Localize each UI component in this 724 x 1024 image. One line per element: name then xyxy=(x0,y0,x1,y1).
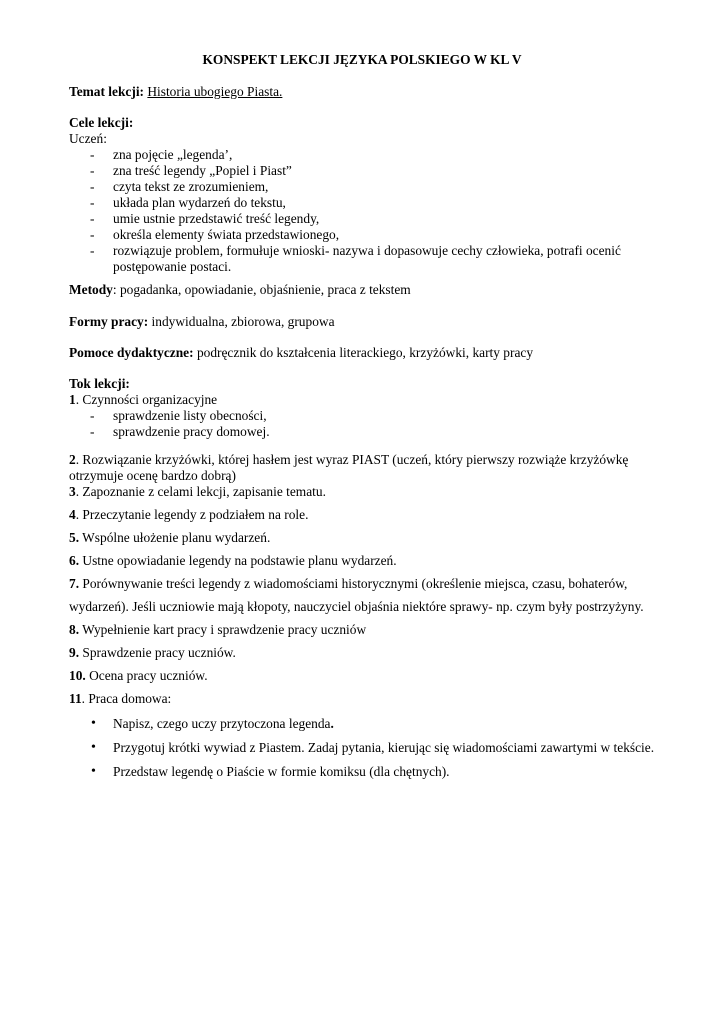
homework-period: . xyxy=(330,716,334,731)
topic-line xyxy=(69,84,664,100)
step-5 xyxy=(69,530,664,546)
goals-label: Cele lekcji: xyxy=(69,115,134,130)
step-text: . Rozwiązanie krzyżówki, której hasłem jest wyraz PIAST (uczeń, który pierwszy rozwiąże krzyżówkę otrzymuje ocenę bardzo dobrą) xyxy=(69,452,629,483)
homework-item: • Przedstaw legendę o Piaście w formie komiksu (dla chętnych). xyxy=(113,764,664,780)
course-section xyxy=(69,376,664,440)
topic-label: Temat lekcji: xyxy=(69,84,144,99)
step-8 xyxy=(69,622,664,638)
homework-item: • Przygotuj krótki wywiad z Piastem. Zadaj pytania, kierując się wiadomościami zawartymi w tekście. xyxy=(113,740,664,756)
step-text: Wspólne ułożenie planu wydarzeń. xyxy=(79,530,271,545)
forms-value: indywidualna, zbiorowa, grupowa xyxy=(148,314,335,329)
document-title: KONSPEKT LEKCJI JĘZYKA POLSKIEGO W KL V xyxy=(202,52,522,67)
course-label: Tok lekcji: xyxy=(69,376,130,391)
forms-line xyxy=(69,314,664,330)
step-2 xyxy=(69,452,664,484)
step-text: Wypełnienie kart pracy i sprawdzenie pracy uczniów xyxy=(79,622,367,637)
step-7 xyxy=(69,576,664,592)
step-number: 6. xyxy=(69,553,80,568)
step-number: 9. xyxy=(69,645,80,660)
step-number: 11 xyxy=(69,691,82,706)
step-text: Porównywanie treści legendy z wiadomościami historycznymi (określenie miejsca, czasu, bohaterów, xyxy=(79,576,628,591)
step-number: 4 xyxy=(69,507,76,522)
step-number: 3 xyxy=(69,484,76,499)
goals-intro: Uczeń: xyxy=(69,131,107,146)
step-4 xyxy=(69,507,664,523)
step-number: 8. xyxy=(69,622,80,637)
goals-list xyxy=(69,147,664,275)
step-1-subitem: - sprawdzenie pracy domowej. xyxy=(69,424,664,440)
goal-item: - zna pojęcie „legenda’, xyxy=(69,147,664,163)
step-9 xyxy=(69,645,664,661)
step-6 xyxy=(69,553,664,569)
step-number: 7. xyxy=(69,576,80,591)
goal-item: - zna treść legendy „Popiel i Piast” xyxy=(69,163,664,179)
step-text: . Przeczytanie legendy z podziałem na role. xyxy=(75,507,309,522)
step-3 xyxy=(69,484,664,500)
methods-label: Metody xyxy=(69,282,113,297)
goals-section xyxy=(69,115,664,275)
homework-item xyxy=(113,716,664,732)
methods-line xyxy=(69,282,664,298)
goal-item: - umie ustnie przedstawić treść legendy, xyxy=(69,211,664,227)
step-number: 10. xyxy=(69,668,86,683)
step-1-subitem: - sprawdzenie listy obecności, xyxy=(69,408,664,424)
goal-item: - określa elementy świata przedstawionego, xyxy=(69,227,664,243)
step-number: 5. xyxy=(69,530,80,545)
topic-value: Historia ubogiego Piasta. xyxy=(147,84,283,99)
step-text: Ocena pracy uczniów. xyxy=(85,668,208,683)
methods-value: : pogadanka, opowiadanie, objaśnienie, praca z tekstem xyxy=(112,282,411,297)
goal-item: - rozwiązuje problem, formułuje wnioski- nazywa i dopasowuje cechy człowieka, potrafi ocenić postępowanie postaci. xyxy=(69,243,664,275)
step-text: . Zapoznanie z celami lekcji, zapisanie tematu. xyxy=(75,484,326,499)
aids-label: Pomoce dydaktyczne: xyxy=(69,345,194,360)
step-number: 1 xyxy=(69,392,76,407)
step-text: . Praca domowa: xyxy=(81,691,172,706)
forms-label: Formy pracy: xyxy=(69,314,149,329)
goal-item: - układa plan wydarzeń do tekstu, xyxy=(69,195,664,211)
step-text: Ustne opowiadanie legendy na podstawie planu wydarzeń. xyxy=(79,553,397,568)
step-1 xyxy=(69,392,664,408)
step-10 xyxy=(69,668,664,684)
step-text: . Czynności organizacyjne xyxy=(75,392,218,407)
homework-text: Napisz, czego uczy przytoczona legenda xyxy=(113,716,331,731)
aids-line xyxy=(69,345,664,361)
step-7-continued: wydarzeń). Jeśli uczniowie mają kłopoty, nauczyciel objaśnia niektóre sprawy- np. czym były postrzyżyny. xyxy=(69,599,644,614)
goal-item: - czyta tekst ze zrozumieniem, xyxy=(69,179,664,195)
step-text: Sprawdzenie pracy uczniów. xyxy=(79,645,236,660)
aids-value: podręcznik do kształcenia literackiego, krzyżówki, karty pracy xyxy=(193,345,534,360)
step-11 xyxy=(69,691,664,707)
step-1-sublist xyxy=(69,408,664,440)
step-number: 2 xyxy=(69,452,76,467)
